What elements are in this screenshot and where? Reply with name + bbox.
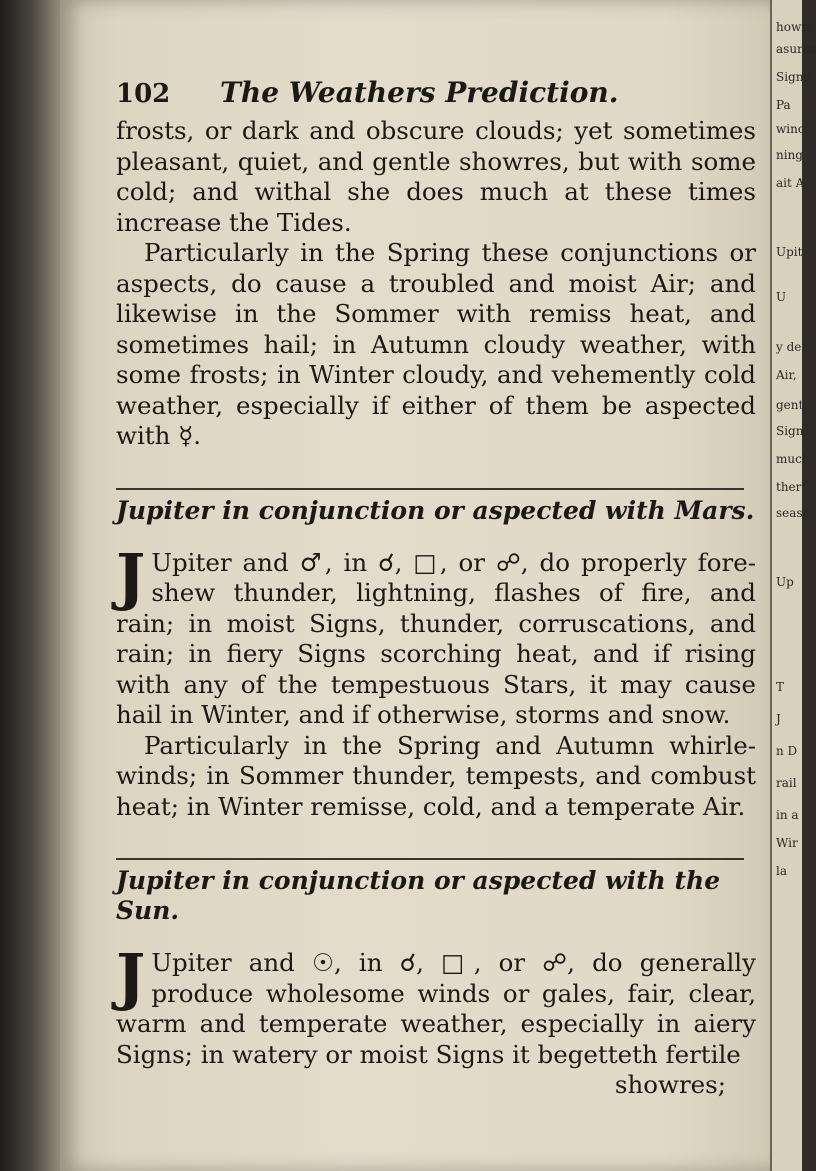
section-paragraph	[116, 539, 756, 731]
facing-fragment: ther	[776, 480, 802, 494]
facing-fragment: winc	[776, 122, 805, 136]
facing-fragment: in a	[776, 808, 799, 822]
facing-fragment: U	[776, 290, 787, 304]
facing-fragment: Signs	[776, 70, 810, 84]
section-sun-text: Upiter and ☉, in ☌, □, or ☍, do generally produce wholesome winds or gales, fair, clear, warm and temperate weather, especially in aiery Signs; in watery or moist Signs it begetteth fertile	[116, 948, 756, 1069]
facing-fragment: rail	[776, 776, 797, 790]
drop-cap: J	[116, 539, 146, 613]
drop-cap: J	[116, 940, 146, 1013]
section-mars-text: Upiter and ♂, in ☌, □, or ☍, do properly fore-shew thunder, lightning, flashes of fire, and rain; in moist Signs, thunder, corruscations, and rain; in fiery Signs scorching heat, and if rising with any of the tempestuous Stars, it may cause hail in Winter, and if otherwise, storms and snow.	[116, 547, 756, 729]
facing-fragment: seasc	[776, 506, 810, 520]
facing-fragment: T	[776, 680, 785, 694]
facing-fragment: ait A	[776, 176, 805, 190]
facing-fragment: asures	[776, 42, 816, 56]
facing-fragment: J	[776, 712, 781, 726]
page-text	[116, 76, 756, 1101]
facing-fragment: howre	[776, 20, 815, 34]
running-header	[116, 76, 756, 116]
section-title-mars: Jupiter in conjunction or aspected with Mars.	[116, 495, 755, 525]
facing-fragment: y de	[776, 340, 802, 354]
running-title: The Weathers Prediction.	[220, 76, 619, 109]
section-paragraph	[116, 940, 756, 1070]
facing-fragment: Sign	[776, 424, 804, 438]
page-number: 102	[116, 79, 171, 109]
facing-fragment: Upit	[776, 245, 803, 259]
catchword: showres;	[614, 1070, 726, 1099]
section-title-sun: Jupiter in conjunction or aspected with the Sun.	[116, 866, 721, 925]
facing-fragment: mucl	[776, 452, 806, 466]
facing-fragment: la	[776, 864, 787, 878]
facing-fragment: n D	[776, 744, 798, 758]
intro-paragraph: Particularly in the Spring these conjunctions or aspects, do cause a troubled and moist Air; and likewise in the Sommer with remiss heat, and sometimes hail; in Autumn cloudy weather, with some frosts; in Winter cloudy, and vehemently cold weather, especially if either of them be aspected with ☿.	[116, 238, 756, 450]
facing-fragment: Wir	[776, 836, 798, 850]
facing-fragment: gent	[776, 398, 804, 412]
facing-page-edge	[770, 0, 816, 1171]
facing-fragment: Air,	[776, 368, 797, 382]
intro-paragraph: frosts, or dark and obscure clouds; yet sometimes pleasant, quiet, and gentle showres, but with some cold; and withal she does much at these times increase the Tides.	[116, 116, 756, 237]
facing-fragment: Up	[776, 575, 794, 589]
facing-fragment: ning	[776, 148, 803, 162]
section-paragraph: Particularly in the Spring and Autumn whirle-winds; in Sommer thunder, tempests, and combust heat; in Winter remisse, cold, and a temperate Air.	[116, 730, 756, 821]
facing-fragment: Pa	[776, 98, 791, 112]
